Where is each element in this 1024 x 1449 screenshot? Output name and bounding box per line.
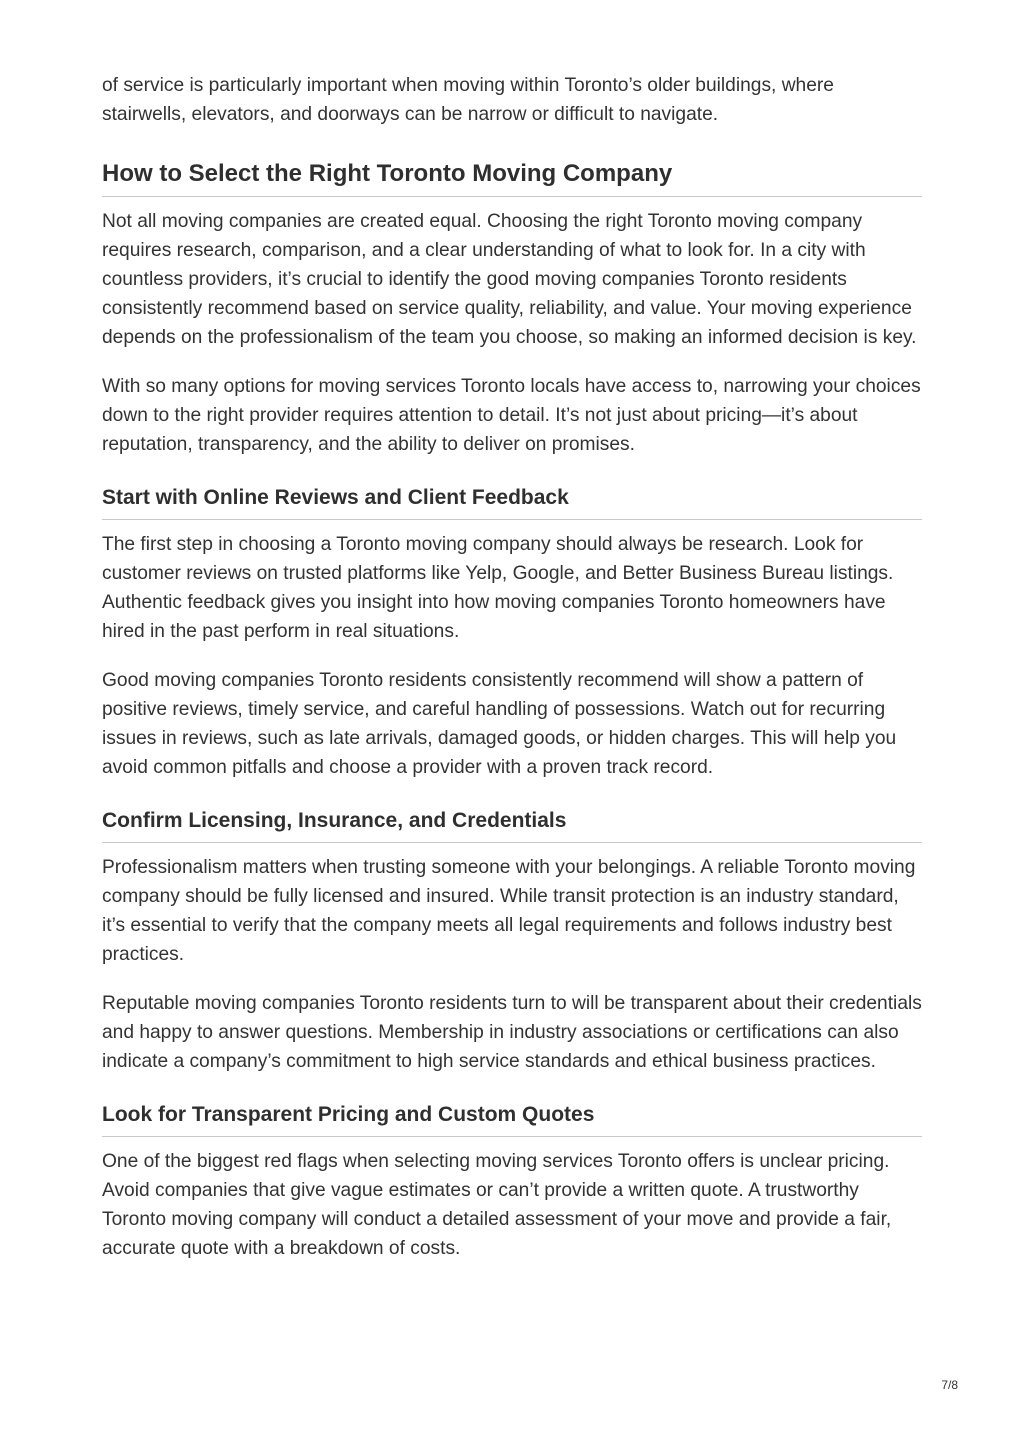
intro-paragraph: of service is particularly important when moving within Toronto’s older buildings, where stairwells, elevators, and doorways can be narrow or difficult to navigate. — [102, 75, 834, 125]
subsection-paragraph: Good moving companies Toronto residents consistently recommend will show a pattern of positive reviews, timely service, and careful handling of possessions. Watch out for recurring issues in reviews, such as late arrivals, damaged goods, or hidden charges. This will help you avoid common pitfalls and choose a provider with a proven track record. — [102, 670, 897, 778]
section-heading: How to Select the Right Toronto Moving Company — [102, 159, 922, 197]
section-paragraph: Not all moving companies are created equal. Choosing the right Toronto moving company requires research, comparison, and a clear understanding of what to look for. In a city with countless providers, it’s crucial to identify the good moving companies Toronto residents consistently recommend based on service quality, reliability, and value. Your moving experience depends on the professionalism of the team you choose, so making an informed decision is key. — [102, 211, 917, 348]
page-number: 7/8 — [941, 1378, 958, 1392]
subsection-paragraph: Professionalism matters when trusting someone with your belongings. A reliable Toronto moving company should be fully licensed and insured. While transit protection is an industry standard, it’s essential to verify that the company meets all legal requirements and follows industry best practices. — [102, 857, 916, 965]
subsection-paragraph: The first step in choosing a Toronto moving company should always be research. Look for customer reviews on trusted platforms like Yelp, Google, and Better Business Bureau listings. Authentic feedback gives you insight into how moving companies Toronto homeowners have hired in the past perform in real situations. — [102, 534, 894, 642]
section-paragraph: With so many options for moving services Toronto locals have access to, narrowing your choices down to the right provider requires attention to detail. It’s not just about pricing—it’s about reputation, transparency, and the ability to deliver on promises. — [102, 376, 921, 455]
subsection-heading-pricing: Look for Transparent Pricing and Custom Quotes — [102, 1101, 922, 1137]
section-heading-block — [102, 159, 922, 197]
subsection-paragraph: One of the biggest red flags when selecting moving services Toronto offers is unclear pricing. Avoid companies that give vague estimates or can’t provide a written quote. A trustworthy Toronto moving company will conduct a detailed assessment of your move and provide a fair, accurate quote with a breakdown of costs. — [102, 1151, 892, 1259]
subsection-heading-block — [102, 807, 922, 843]
subsection-heading-block — [102, 484, 922, 520]
subsection-heading-block — [102, 1101, 922, 1137]
document-body — [102, 71, 922, 1263]
subsection-paragraph: Reputable moving companies Toronto residents turn to will be transparent about their credentials and happy to answer questions. Membership in industry associations or certifications can also indicate a company’s commitment to high service standards and ethical business practices. — [102, 993, 922, 1072]
subsection-heading-licensing: Confirm Licensing, Insurance, and Credentials — [102, 807, 922, 843]
subsection-heading-reviews: Start with Online Reviews and Client Feedback — [102, 484, 922, 520]
